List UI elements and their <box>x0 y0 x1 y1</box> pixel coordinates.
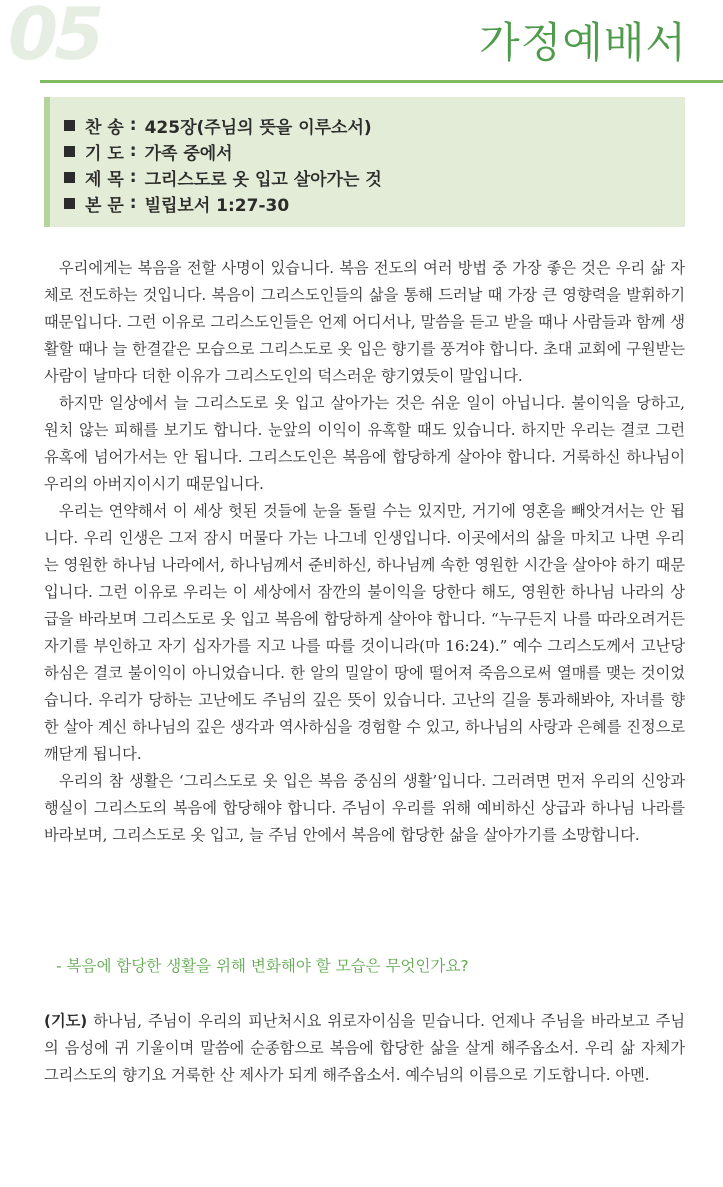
info-row-scripture <box>64 190 685 216</box>
info-colon: : <box>129 167 137 187</box>
bullet-icon <box>64 198 75 209</box>
sermon-body <box>44 255 685 849</box>
info-label: 제 목 <box>85 169 124 190</box>
info-value: 가족 중에서 <box>144 143 233 164</box>
info-row-prayer <box>64 138 685 164</box>
info-row-hymn <box>64 112 685 138</box>
prayer-text: 하나님, 주님이 우리의 피난처시요 위로자이심을 믿습니다. 언제나 주님을 바라보고 주님의 음성에 귀 기울이며 말씀에 순종함으로 복음에 합당한 삶을 살게 해주옵소서. 우리 삶 자체가 그리스도의 향기요 거룩한 산 제사가 되게 해주옵소서. 예수님의 이름으로 기도합니다. 아멘. <box>44 1012 685 1084</box>
bullet-icon <box>64 120 75 131</box>
page-title: 가정예배서 <box>479 18 687 67</box>
info-box <box>44 97 685 227</box>
title-rule <box>40 80 723 83</box>
info-row-title <box>64 164 685 190</box>
reflection-question: - 복음에 합당한 생활을 위해 변화해야 할 모습은 무엇인가요? <box>56 957 469 975</box>
body-paragraph: 하지만 일상에서 늘 그리스도로 옷 입고 살아가는 것은 쉬운 일이 아닙니다. 불이익을 당하고, 원치 않는 피해를 보기도 합니다. 눈앞의 이익이 유혹할 때도 있습니다. 하지만 우리는 결코 그런 유혹에 넘어가서는 안 됩니다. 그리스도인은 복음에 합당하게 살아야 합니다. 거룩하신 하나님이 우리의 아버지이시기 때문입니다. <box>44 394 685 493</box>
page-number: 05 <box>8 0 101 76</box>
closing-prayer <box>44 1008 685 1089</box>
info-label: 본 문 <box>85 195 124 216</box>
prayer-label: (기도) <box>44 1012 88 1030</box>
body-paragraph: 우리는 연약해서 이 세상 헛된 것들에 눈을 돌릴 수는 있지만, 거기에 영혼을 빼앗겨서는 안 됩니다. 우리 인생은 그저 잠시 머물다 가는 나그네 인생입니다. 이곳에서의 삶을 마치고 나면 우리는 영원한 하나님 나라에서, 하나님께서 준비하신, 하나님께 속한 영원한 시간을 살아야 하기 때문입니다. 그런 이유로 우리는 이 세상에서 잠깐의 불이익을 당한다 해도, 영원한 하나님 나라의 상급을 바라보며 그리스도로 옷 입고 복음에 합당하게 살아야 합니다. “누구든지 나를 따라오려거든 자기를 부인하고 자기 십자가를 지고 나를 따를 것이니라(마 16:24).” 예수 그리스도께서 고난당하심은 결코 불이익이 아니었습니다. 한 알의 밀알이 땅에 떨어져 죽음으로써 열매를 맺는 것이었습니다. 우리가 당하는 고난에도 주님의 깊은 뜻이 있습니다. 고난의 길을 통과해봐야, 자녀를 향한 살아 계신 하나님의 깊은 생각과 역사하심을 경험할 수 있고, 하나님의 사랑과 은혜를 진정으로 깨닫게 됩니다. <box>44 502 685 763</box>
info-label: 기 도 <box>85 143 124 164</box>
info-value: 425장(주님의 뜻을 이루소서) <box>144 117 372 138</box>
info-colon: : <box>129 115 137 135</box>
bullet-icon <box>64 146 75 157</box>
info-colon: : <box>129 141 137 161</box>
info-value: 그리스도로 옷 입고 살아가는 것 <box>144 169 382 190</box>
body-paragraph: 우리에게는 복음을 전할 사명이 있습니다. 복음 전도의 여러 방법 중 가장 좋은 것은 우리 삶 자체로 전도하는 것입니다. 복음이 그리스도인들의 삶을 통해 드러날 때 가장 큰 영향력을 발휘하기 때문입니다. 그런 이유로 그리스도인들은 언제 어디서나, 말씀을 듣고 받을 때나 사람들과 함께 생활할 때나 늘 한결같은 모습으로 그리스도로 옷 입은 향기를 풍겨야 합니다. 초대 교회에 구원받는 사람이 날마다 더한 이유가 그리스도인의 덕스러운 향기였듯이 말입니다. <box>44 259 685 385</box>
info-value: 빌립보서 1:27-30 <box>144 195 290 216</box>
info-colon: : <box>129 193 137 213</box>
body-paragraph: 우리의 참 생활은 ‘그리스도로 옷 입은 복음 중심의 생활’입니다. 그러려면 먼저 우리의 신앙과 행실이 그리스도의 복음에 합당해야 합니다. 주님이 우리를 위해 예비하신 상급과 하나님 나라를 바라보며, 그리스도로 옷 입고, 늘 주님 안에서 복음에 합당한 삶을 살아가기를 소망합니다. <box>44 772 685 844</box>
bullet-icon <box>64 172 75 183</box>
info-label: 찬 송 <box>85 117 124 138</box>
